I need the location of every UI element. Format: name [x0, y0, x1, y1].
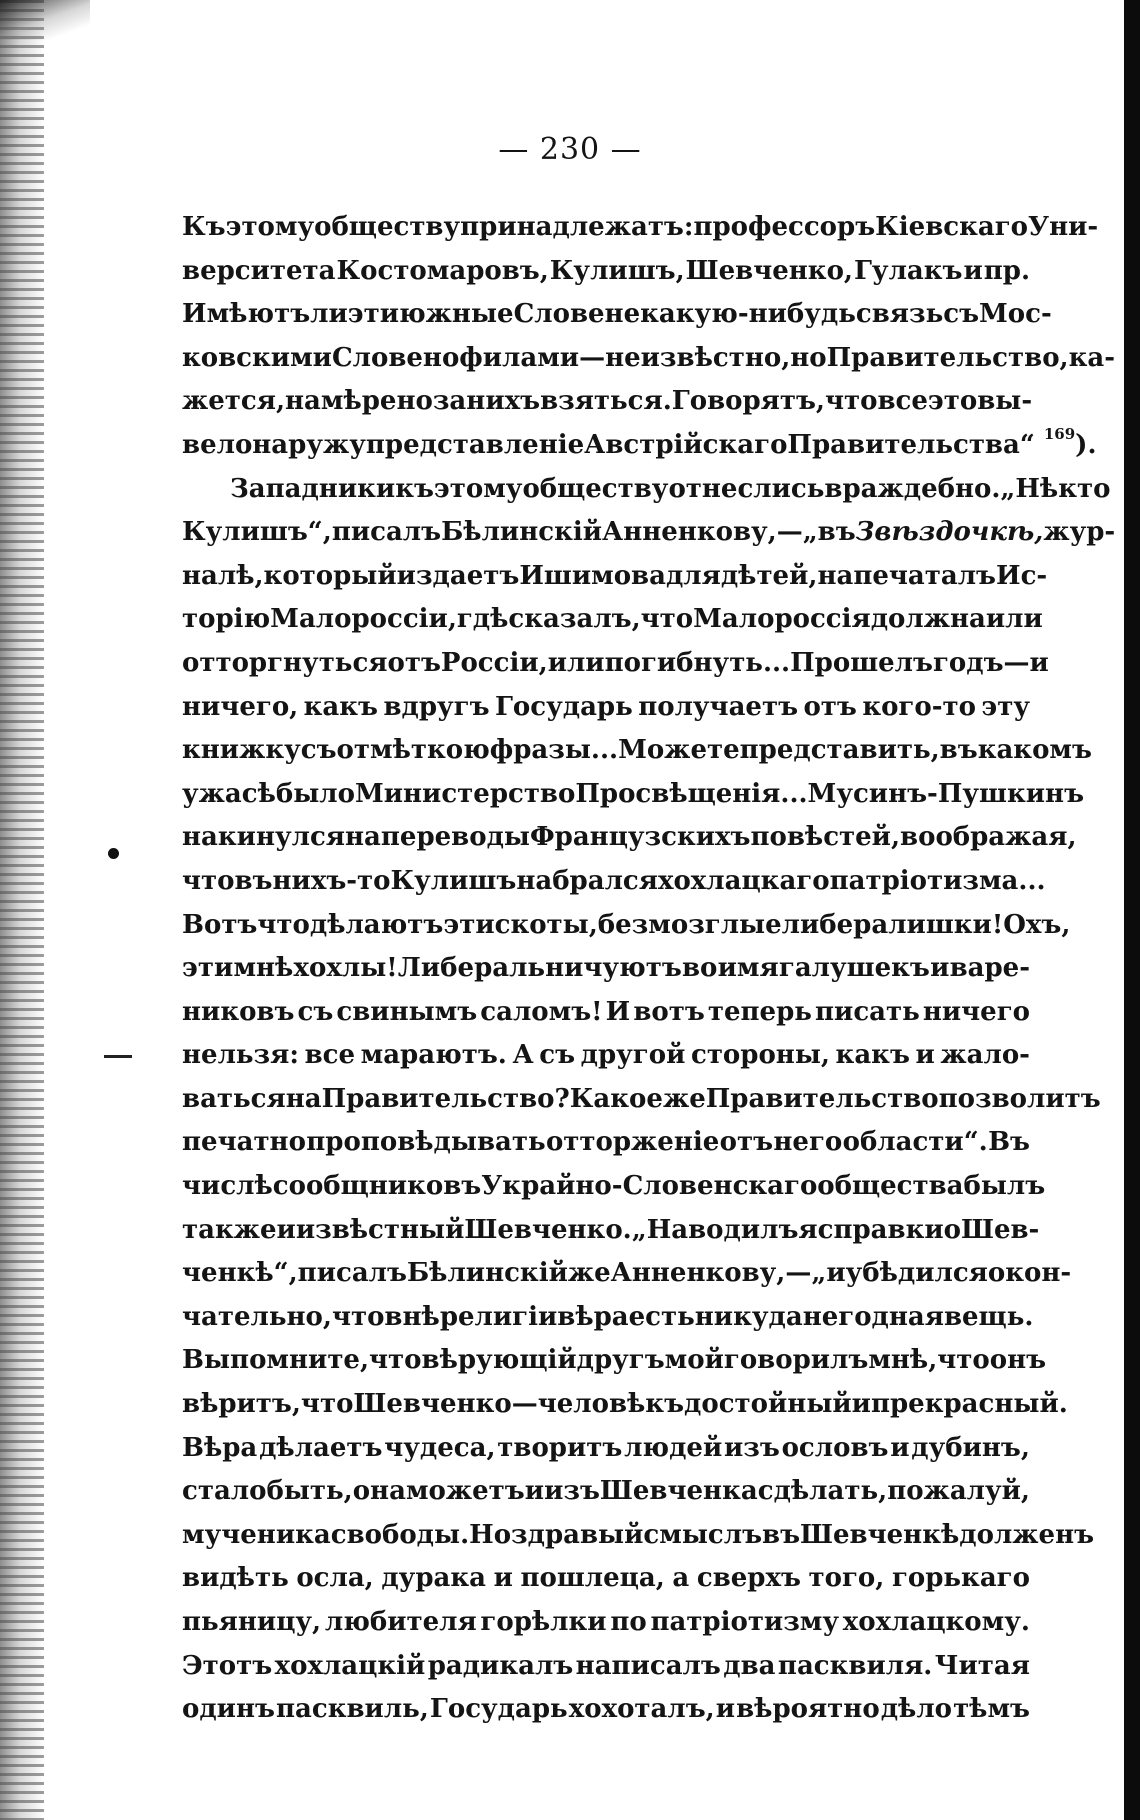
text-line: Вотъ что дѣлаютъ эти скоты, безмозглые либералишки! Охъ,	[182, 909, 1071, 940]
text-line: вело наружу представленіе Австрійскаго Правительства“ $^{169}$).	[182, 424, 1097, 460]
scan-left-edge	[0, 0, 44, 1820]
margin-dot	[108, 848, 119, 859]
text-line: Имѣютъ ли эти южные Словене какую-нибудь связь съ Мос-	[182, 299, 1052, 330]
text-line: верситета Костомаровъ, Кулишъ, Шевченко, Гулакъ и пр.	[182, 255, 1030, 286]
text-line: налѣ, который издаетъ Ишимова для дѣтей, напечаталъ Ис-	[182, 560, 1048, 591]
page-number: — 230 —	[498, 132, 642, 167]
text-line: также и извѣстный Шевченко. „Наводилъ я справки о Шев-	[182, 1214, 1040, 1245]
italic-title: Звѣздочкѣ,	[855, 517, 1044, 548]
text-line: никовъ съ свинымъ саломъ! И вотъ теперь писать ничего	[182, 996, 1030, 1027]
text-line: ковскими Словенофилами—неизвѣстно, но Правительство, ка-	[182, 342, 1116, 373]
text-line: ваться на Правительство? Какое же Правительство позволитъ	[182, 1083, 1101, 1114]
text-line: пьяницу, любителя горѣлки по патріотизму хохлацкому.	[182, 1607, 1030, 1637]
text-line: печатно проповѣдывать отторженіе отъ него области“. Въ	[182, 1127, 1030, 1158]
scan-right-edge	[1124, 0, 1140, 1820]
text-line: стало быть, она можетъ и изъ Шевченка сдѣлать, пожалуй,	[182, 1476, 1030, 1507]
margin-dash	[104, 1055, 132, 1058]
text-line: Вѣра дѣлаетъ чудеса, творитъ людей изъ ословъ и дубинъ,	[182, 1432, 1030, 1463]
body-text	[182, 206, 1116, 1732]
text-line: книжку съ отмѣткою фразы... Можете представить, въ какомъ	[182, 735, 1092, 766]
text-line: Этотъ хохлацкій радикалъ написалъ два пасквиля. Читая	[182, 1650, 1030, 1681]
text-line: эти мнѣ хохлы! Либеральничуютъ во имя галушекъ и варе-	[182, 953, 1030, 984]
text-line: мученика свободы. Но здравый смыслъ въ Шевченкѣ долженъ	[182, 1519, 1095, 1550]
text-line: торію Малороссіи, гдѣ сказалъ, что Малороссія должна или	[182, 604, 1043, 635]
text-line: чательно, что внѣ религіи вѣра есть никуда негодная вещь.	[182, 1301, 1034, 1332]
text-line: ужасѣ было Министерство Просвѣщенія... Мусинъ-Пушкинъ	[182, 778, 1085, 809]
text-line: видѣть осла, дурака и пошлеца, а сверхъ того, горькаго	[182, 1563, 1030, 1594]
text-line: одинъ пасквиль, Государь хохоталъ, и вѣроятно дѣло тѣмъ	[182, 1694, 1030, 1725]
scan-corner-shadow	[0, 0, 90, 40]
text-line: жется, намѣрено за нихъ взяться. Говорятъ, что все это вы-	[182, 386, 1033, 417]
text-line: Къ этому обществу принадлежатъ: профессоръ Кіевскаго Уни-	[182, 212, 1099, 242]
text-line: накинулся на переводы Французскихъ повѣстей, воображая,	[182, 822, 1077, 853]
text-line: ничего, какъ вдругъ Государь получаетъ отъ кого-то эту	[182, 691, 1030, 722]
text-line: отторгнуться отъ Россіи, или погибнуть... Прошелъ годъ—и	[182, 647, 1049, 678]
footnote-ref: 169	[1043, 424, 1076, 443]
text-line: что въ нихъ-то Кулишъ набрался хохлацкаго патріотизма...	[182, 865, 1046, 896]
text-line: Кулишъ“, писалъ Бѣлинскій Анненкову,—„въ Звѣздочкѣ, жур-	[182, 511, 1030, 555]
text-line: Вы помните, что вѣрующій другъ мой говорилъ мнѣ, что онъ	[182, 1345, 1047, 1376]
text-line: числѣ сообщниковъ Украйно - Словенскаго общества былъ	[182, 1171, 1046, 1202]
text-line: ченкѣ“, писалъ Бѣлинскій же Анненкову,— „и убѣдился окон-	[182, 1258, 1072, 1289]
text-line: вѣритъ, что Шевченко — человѣкъ достойный и прекрасный.	[182, 1389, 1068, 1420]
text-line: Западники къ этому обществу отнеслись враждебно. „Нѣкто	[230, 473, 1111, 504]
text-line: нельзя: все мараютъ. А съ другой стороны, какъ и жало-	[182, 1040, 1030, 1071]
